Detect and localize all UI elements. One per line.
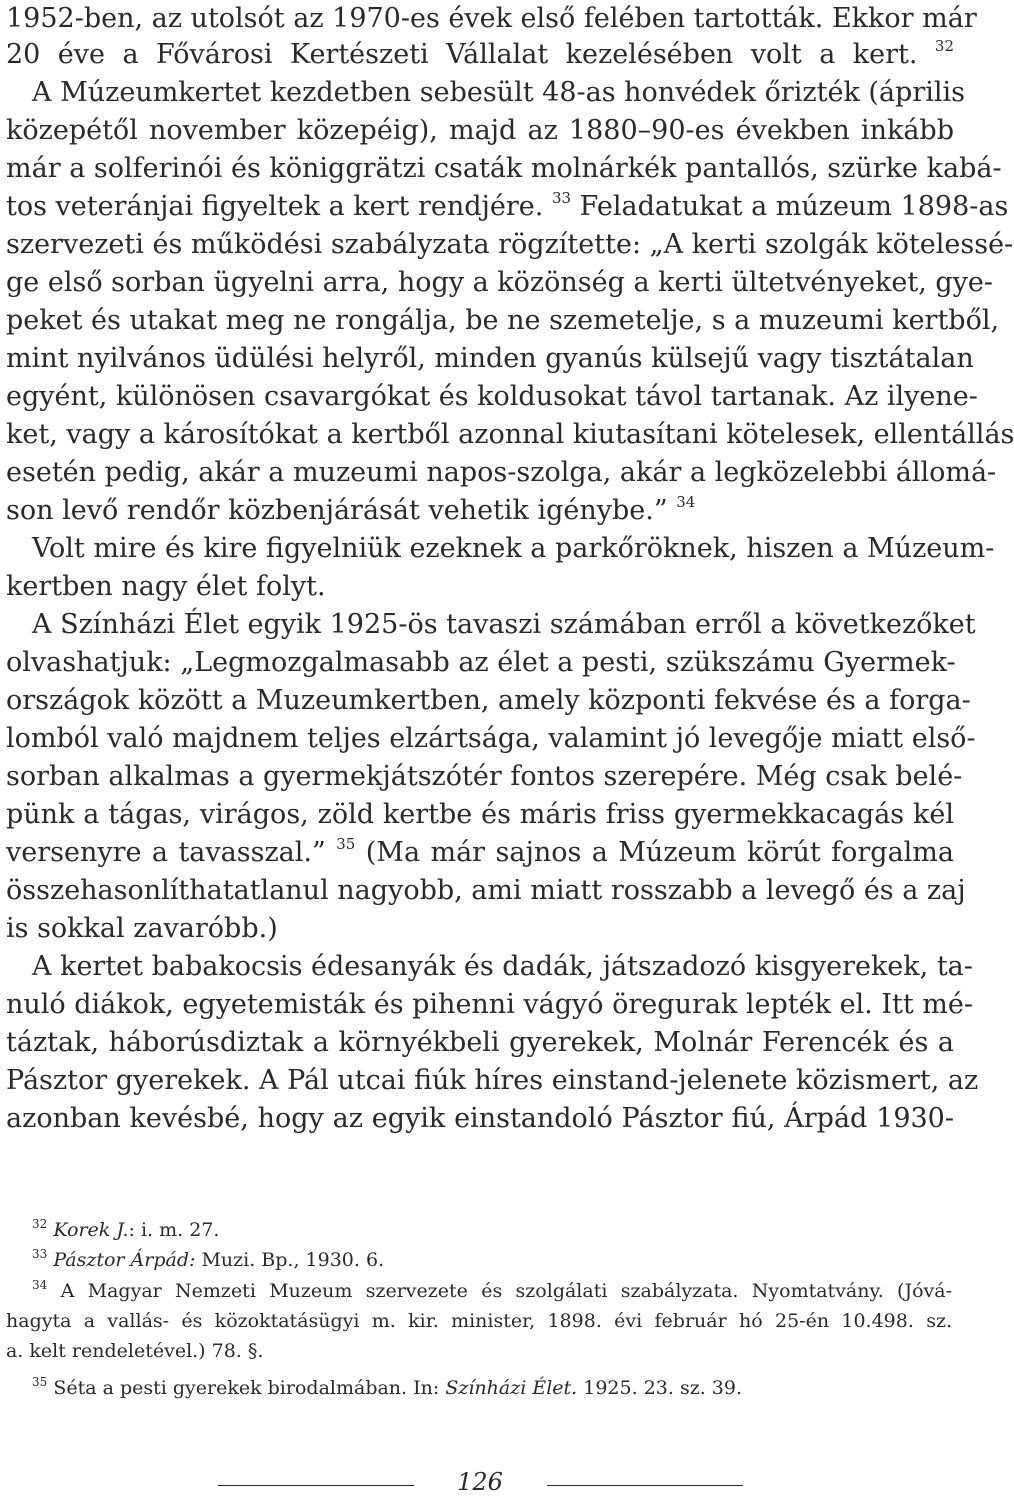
text-line: A Színházi Élet egyik 1925-ös tavaszi számában erről a következőket: [32, 609, 976, 640]
footnote-number: 32: [32, 1217, 48, 1231]
text-line: versenyre a tavasszal.” $^{35}$ (Ma már sajnos a Múzeum körút forgalma: [6, 835, 954, 868]
text-line: esetén pedig, akár a muzeumi napos-szolga, akár a legközelebbi állomá-: [6, 457, 997, 488]
text-line: szervezeti és működési szabályzata rögzítette: „A kerti szolgák kötelessé-: [6, 229, 1014, 260]
page-number: 126: [457, 1468, 503, 1496]
footnote-number: 33: [32, 1247, 48, 1261]
text-line: nuló diákok, egyetemisták és pihenni vágyó öregurak lepték el. Itt mé-: [6, 989, 974, 1020]
footnote-source-title: Színházi Élet.: [445, 1377, 578, 1399]
text-line: 20 éve a Fővárosi Kertészeti Vállalat kezelésében volt a kert. $^{32}$: [6, 37, 954, 70]
text-line: egyént, különösen csavargókat és koldusokat távol tartanak. Az ilyene-: [6, 381, 978, 412]
text-line: ket, vagy a károsítókat a kertből azonnal kiutasítani kötelesek, ellentállás: [6, 419, 1014, 450]
footnote-author: Korek J.: [53, 1219, 129, 1241]
text-line: sorban alkalmas a gyermekjátszótér fontos szerepére. Még csak belé-: [6, 761, 963, 792]
text-line: országok között a Muzeumkertben, amely központi fekvése és a forga-: [6, 685, 971, 716]
footnote-ref: 32: [934, 37, 954, 55]
footnote-34: $^{34}$ A Magyar Nemzeti Muzeum szervezete és szolgálati szabályzata. Nyomtatvány. (Jóvá-: [32, 1278, 953, 1302]
footnote-35: $^{35}$ Séta a pesti gyerekek birodalmában. In: Színházi Élet. 1925. 23. sz. 39.: [32, 1375, 743, 1399]
page-rule-left: [218, 1485, 414, 1486]
text-line: kertben nagy élet folyt.: [6, 571, 326, 602]
text-line: ge első sorban ügyelni arra, hogy a közönség a kerti ültetvényeket, gye-: [6, 267, 994, 298]
text-line: A Múzeumkertet kezdetben sebesült 48-as honvédek őrizték (április: [32, 77, 966, 108]
page-rule-right: [547, 1485, 743, 1486]
text-line: azonban kevésbé, hogy az egyik einstandoló Pásztor fiú, Árpád 1930-: [6, 1103, 954, 1134]
text-line: már a solferinói és königgrätzi csaták molnárkék pantallós, szürke kabá-: [6, 153, 1002, 184]
text-line: is sokkal zavaróbb.): [6, 913, 278, 944]
footnote-author: Pásztor Árpád:: [53, 1249, 196, 1271]
footnote-32: $^{32}$ Korek J.: i. m. 27.: [32, 1217, 220, 1241]
footnote-number: 35: [32, 1375, 48, 1389]
text-line: olvashatjuk: „Legmozgalmasabb az élet a pesti, szükszámu Gyermek-: [6, 647, 956, 678]
footnote-33: $^{33}$ Pásztor Árpád: Muzi. Bp., 1930. 6.: [32, 1247, 385, 1271]
text-line: összehasonlíthatatlanul nagyobb, ami miatt rosszabb a levegő és a zaj: [6, 875, 966, 906]
footnote-34-line-2: hagyta a vallás- és közoktatásügyi m. kir. minister, 1898. évi február hó 25-én 10.498. sz.: [6, 1310, 952, 1332]
text-line: tos veteránjai figyeltek a kert rendjére. $^{33}$ Feladatukat a múzeum 1898-as: [6, 189, 1009, 222]
footnote-number: 34: [32, 1278, 48, 1292]
text-line: 1952-ben, az utolsót az 1970-es évek első felében tartották. Ekkor már: [6, 3, 977, 34]
text-line: mint nyilvános üdülési helyről, minden gyanús külsejű vagy tisztátalan: [6, 343, 974, 374]
footnote-ref: 34: [676, 493, 696, 511]
text-line: son levő rendőr közbenjárását vehetik igénybe.” $^{34}$: [6, 493, 696, 526]
text-line: peket és utakat meg ne rongálja, be ne szemetelje, s a muzeumi kertből,: [6, 305, 1000, 336]
text-line: A kertet babakocsis édesanyák és dadák, játszadozó kisgyerekek, ta-: [32, 951, 973, 982]
text-line: pünk a tágas, virágos, zöld kertbe és máris friss gyermekkacagás kél: [6, 799, 954, 830]
footnote-ref: 33: [551, 189, 572, 207]
footnote-ref: 35: [336, 835, 356, 853]
text-line: táztak, háborúsdiztak a környékbeli gyerekek, Molnár Ferencék és a: [6, 1027, 954, 1058]
text-line: közepétől november közepéig), majd az 1880–90-es években inkább: [6, 115, 954, 146]
text-line: Volt mire és kire figyelniük ezeknek a parkőröknek, hiszen a Múzeum-: [32, 533, 995, 564]
text-line: lomból való majdnem teljes elzártsága, valamint jó levegője miatt első-: [6, 723, 976, 754]
text-line: Pásztor gyerekek. A Pál utcai fiúk híres einstand-jelenete közismert, az: [6, 1065, 979, 1096]
footnote-34-line-3: a. kelt rendeletével.) 78. §.: [6, 1340, 264, 1362]
